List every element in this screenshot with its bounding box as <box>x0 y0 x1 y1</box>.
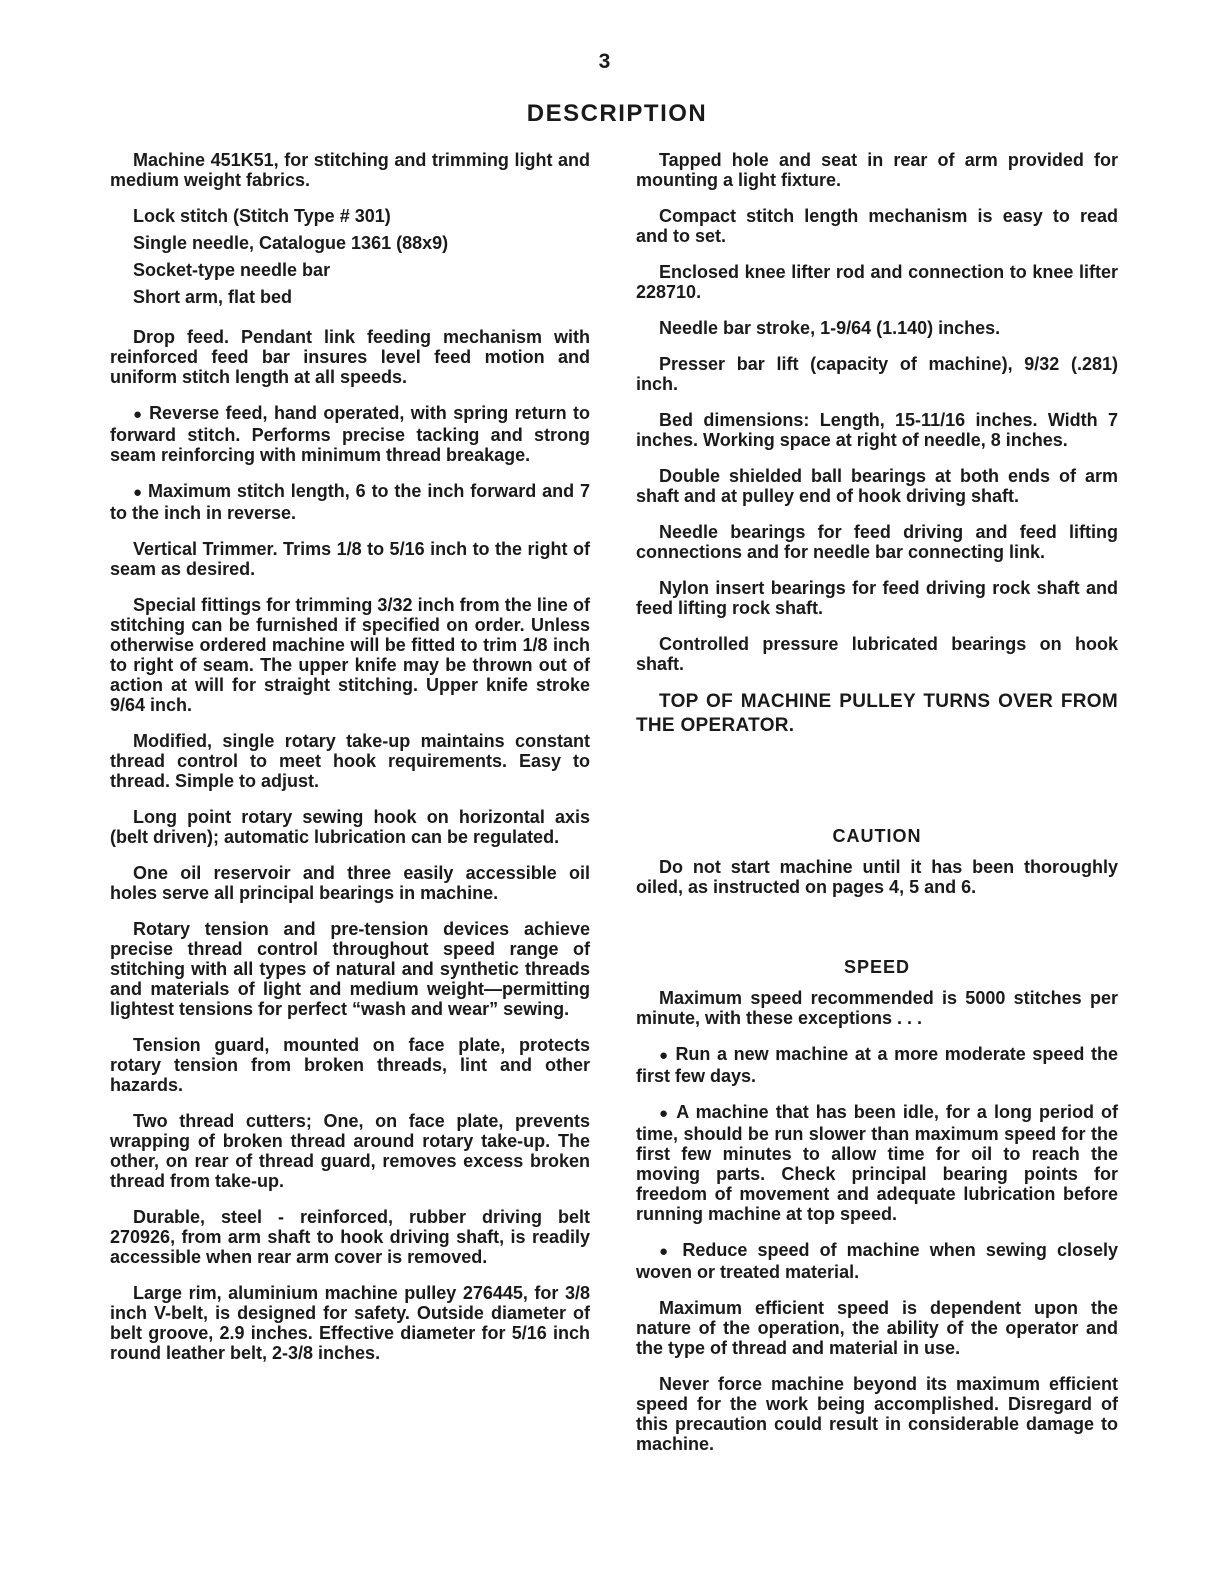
paragraph-take-up: Modified, single rotary take-up maintains constant thread control to meet hook requirements. Easy to thread. Simple to adjust. <box>110 731 590 791</box>
paragraph-vertical-trimmer: Vertical Trimmer. Trims 1/8 to 5/16 inch to the right of seam as desired. <box>110 539 590 579</box>
intro-paragraph: Machine 451K51, for stitching and trimming light and medium weight fabrics. <box>110 150 590 190</box>
paragraph-driving-belt: Durable, steel - reinforced, rubber driving belt 270926, from arm shaft to hook driving shaft, is readily accessible when rear arm cover is removed. <box>110 1207 590 1267</box>
page-number: 3 <box>598 50 611 73</box>
paragraph-needle-bar-stroke: Needle bar stroke, 1-9/64 (1.140) inches. <box>659 318 1001 338</box>
paragraph-thread-cutters: Two thread cutters; One, on face plate, prevents wrapping of broken thread around rotary take-up. The other, on rear of thread guard, removes excess broken thread from take-up. <box>110 1111 590 1191</box>
spec-line: Short arm, flat bed <box>133 287 293 307</box>
paragraph-presser-bar-lift: Presser bar lift (capacity of machine), 9/32 (.281) inch. <box>636 354 1118 394</box>
spec-line: Socket-type needle bar <box>133 260 331 280</box>
speed-paragraph: Never force machine beyond its maximum efficient speed for the work being accomplished. Disregard of this precaution could result in considerable damage to machine. <box>636 1374 1118 1454</box>
paragraph-lubricated-bearings: Controlled pressure lubricated bearings on hook shaft. <box>636 634 1118 674</box>
paragraph-stitch-length: ● Maximum stitch length, 6 to the inch forward and 7 to the inch in reverse. <box>110 481 590 523</box>
spec-line: Single needle, Catalogue 1361 (88x9) <box>133 233 449 253</box>
paragraph-needle-bearings: Needle bearings for feed driving and feed lifting connections and for needle bar connecting link. <box>636 522 1118 562</box>
paragraph-nylon-bearings: Nylon insert bearings for feed driving rock shaft and feed lifting rock shaft. <box>636 578 1118 618</box>
paragraph-stitch-mechanism: Compact stitch length mechanism is easy to read and to set. <box>636 206 1118 246</box>
paragraph-special-fittings: Special fittings for trimming 3/32 inch from the line of stitching can be furnished if specified on order. Unless otherwise ordered machine will be fitted to trim 1/8 inch to right of seam. The upper knife may be thrown out of action at will for straight stitching. Upper knife stroke 9/64 inch. <box>110 595 590 715</box>
paragraph-sewing-hook: Long point rotary sewing hook on horizontal axis (belt driven); automatic lubrication can be regulated. <box>110 807 590 847</box>
speed-bullet: ● Run a new machine at a more moderate speed the first few days. <box>636 1044 1118 1086</box>
page-title: DESCRIPTION <box>526 100 708 127</box>
speed-intro: Maximum speed recommended is 5000 stitches per minute, with these exceptions . . . <box>636 988 1118 1028</box>
speed-heading: SPEED <box>843 957 911 977</box>
paragraph-oil-reservoir: One oil reservoir and three easily accessible oil holes serve all principal bearings in machine. <box>110 863 590 903</box>
paragraph-tension-guard: Tension guard, mounted on face plate, protects rotary tension from broken threads, lint and other hazards. <box>110 1035 590 1095</box>
paragraph-reverse-feed: ● Reverse feed, hand operated, with spring return to forward stitch. Performs precise tacking and strong seam reinforcing with minimum thread breakage. <box>110 403 590 465</box>
paragraph-ball-bearings: Double shielded ball bearings at both ends of arm shaft and at pulley end of hook driving shaft. <box>636 466 1118 506</box>
right-column <box>636 150 1118 1470</box>
paragraph-tapped-hole: Tapped hole and seat in rear of arm provided for mounting a light fixture. <box>636 150 1118 190</box>
caution-heading: CAUTION <box>832 826 922 846</box>
left-column <box>110 150 590 1379</box>
paragraph-rotary-tension: Rotary tension and pre-tension devices achieve precise thread control throughout speed range of stitching with all types of natural and synthetic threads and materials of light and medium weight—permitting lightest tensions for perfect “wash and wear” sewing. <box>110 919 590 1019</box>
paragraph-machine-pulley: Large rim, aluminium machine pulley 276445, for 3/8 inch V-belt, is designed for safety. Outside diameter of belt groove, 2.9 inches. Effective diameter for 5/16 inch round leather belt, 2-3/8 inches. <box>110 1283 590 1363</box>
speed-bullet: ● Reduce speed of machine when sewing closely woven or treated material. <box>636 1240 1118 1282</box>
spec-line: Lock stitch (Stitch Type # 301) <box>133 206 391 226</box>
paragraph-bed-dimensions: Bed dimensions: Length, 15-11/16 inches. Width 7 inches. Working space at right of needle, 8 inches. <box>636 410 1118 450</box>
pulley-notice: TOP OF MACHINE PULLEY TURNS OVER FROM THE OPERATOR. <box>636 691 1118 736</box>
caution-text: Do not start machine until it has been thoroughly oiled, as instructed on pages 4, 5 and 6. <box>636 857 1118 897</box>
speed-bullet: ● A machine that has been idle, for a long period of time, should be run slower than maximum speed for the first few minutes to allow time for oil to reach the moving parts. Check principal bearing points for freedom of movement and adequate lubrication before running machine at top speed. <box>636 1102 1118 1224</box>
paragraph-knee-lifter: Enclosed knee lifter rod and connection to knee lifter 228710. <box>636 262 1118 302</box>
paragraph-drop-feed: Drop feed. Pendant link feeding mechanism with reinforced feed bar insures level feed motion and uniform stitch length at all speeds. <box>110 327 590 387</box>
speed-paragraph: Maximum efficient speed is dependent upon the nature of the operation, the ability of the operator and the type of thread and material in use. <box>636 1298 1118 1358</box>
